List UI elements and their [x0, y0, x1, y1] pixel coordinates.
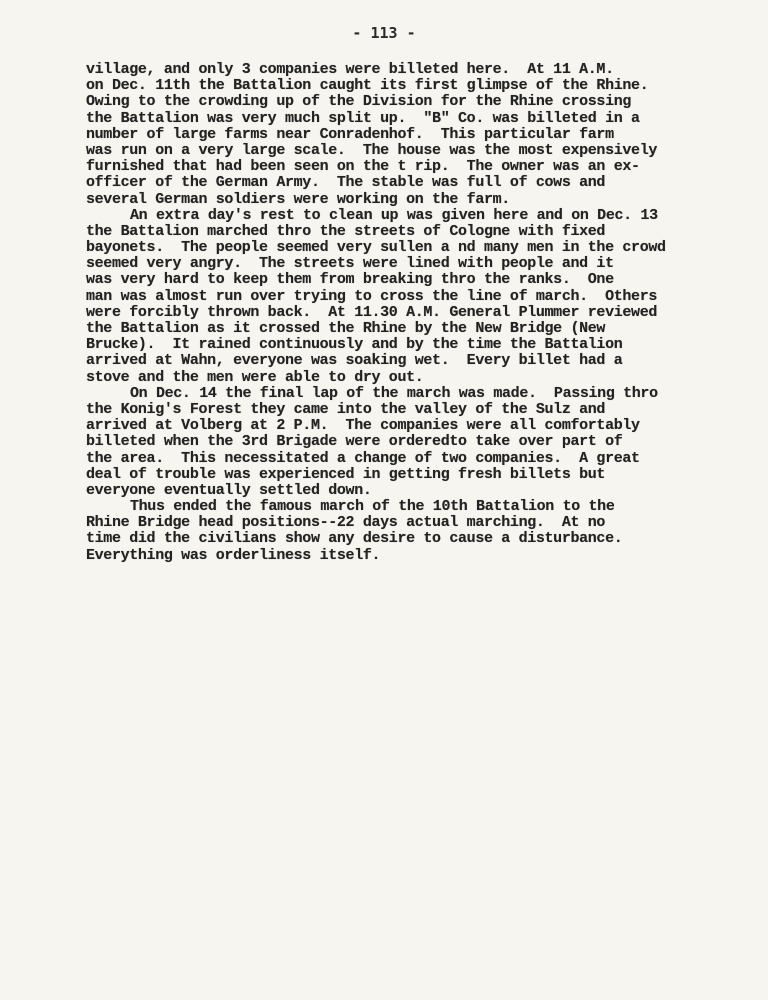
- text-line: the Battalion marched thro the streets of Cologne with fixed: [86, 222, 606, 240]
- text-line: was very hard to keep them from breaking thro the ranks. One: [86, 271, 614, 289]
- text-line: An extra day's rest to clean up was given here and on Dec. 13: [130, 206, 658, 224]
- text-line: On Dec. 14 the final lap of the march was made. Passing thro: [130, 384, 658, 402]
- text-line: furnished that had been seen on the t rip. The owner was an ex-: [86, 158, 640, 176]
- text-line: the Battalion as it crossed the Rhine by the New Bridge (New: [86, 320, 606, 337]
- body-text: [86, 62, 726, 564]
- text-line: bayonets. The people seemed very sullen a nd many men in the crowd: [86, 239, 666, 257]
- text-line: arrived at Wahn, everyone was soaking wet. Every billet had a: [86, 352, 623, 370]
- text-line: the Battalion was very much split up. "B" Co. was billeted in a: [86, 109, 640, 127]
- text-line: the area. This necessitated a change of two companies. A great: [86, 449, 640, 467]
- text-line: Brucke). It rained continuously and by the time the Battalion: [86, 336, 623, 354]
- text-line: everyone eventually settled down.: [86, 481, 372, 499]
- text-line: the Konig's Forest they came into the valley of the Sulz and: [86, 400, 606, 418]
- text-line: Thus ended the famous march of the 10th Battalion to the: [130, 498, 615, 516]
- text-line: village, and only 3 companies were billeted here. At 11 A.M.: [86, 61, 614, 78]
- text-line: number of large farms near Conradenhof. This particular farm: [86, 125, 614, 143]
- text-line: arrived at Volberg at 2 P.M. The companies were all comfortably: [86, 417, 640, 435]
- text-line: deal of trouble was experienced in getting fresh billets but: [86, 465, 606, 483]
- text-line: billeted when the 3rd Brigade were orderedto take over part of: [86, 433, 623, 451]
- text-line: Rhine Bridge head positions--22 days actual marching. At no: [86, 514, 606, 532]
- text-line: several German soldiers were working on the farm.: [86, 190, 510, 208]
- page-number: - 113 -: [352, 24, 416, 42]
- text-line: stove and the men were able to dry out.: [86, 368, 424, 386]
- text-line: were forcibly thrown back. At 11.30 A.M. General Plummer reviewed: [86, 303, 657, 321]
- text-line: time did the civilians show any desire to cause a disturbance.: [86, 530, 623, 548]
- text-line: Owing to the crowding up of the Division for the Rhine crossing: [86, 93, 632, 111]
- text-line: man was almost run over trying to cross the line of march. Others: [86, 287, 657, 305]
- text-line: officer of the German Army. The stable was full of cows and: [86, 174, 606, 192]
- text-line: seemed very angry. The streets were lined with people and it: [86, 255, 614, 273]
- text-line: on Dec. 11th the Battalion caught its first glimpse of the Rhine.: [86, 77, 649, 95]
- text-line: Everything was orderliness itself.: [86, 546, 381, 564]
- text-line: was run on a very large scale. The house was the most expensively: [86, 141, 657, 159]
